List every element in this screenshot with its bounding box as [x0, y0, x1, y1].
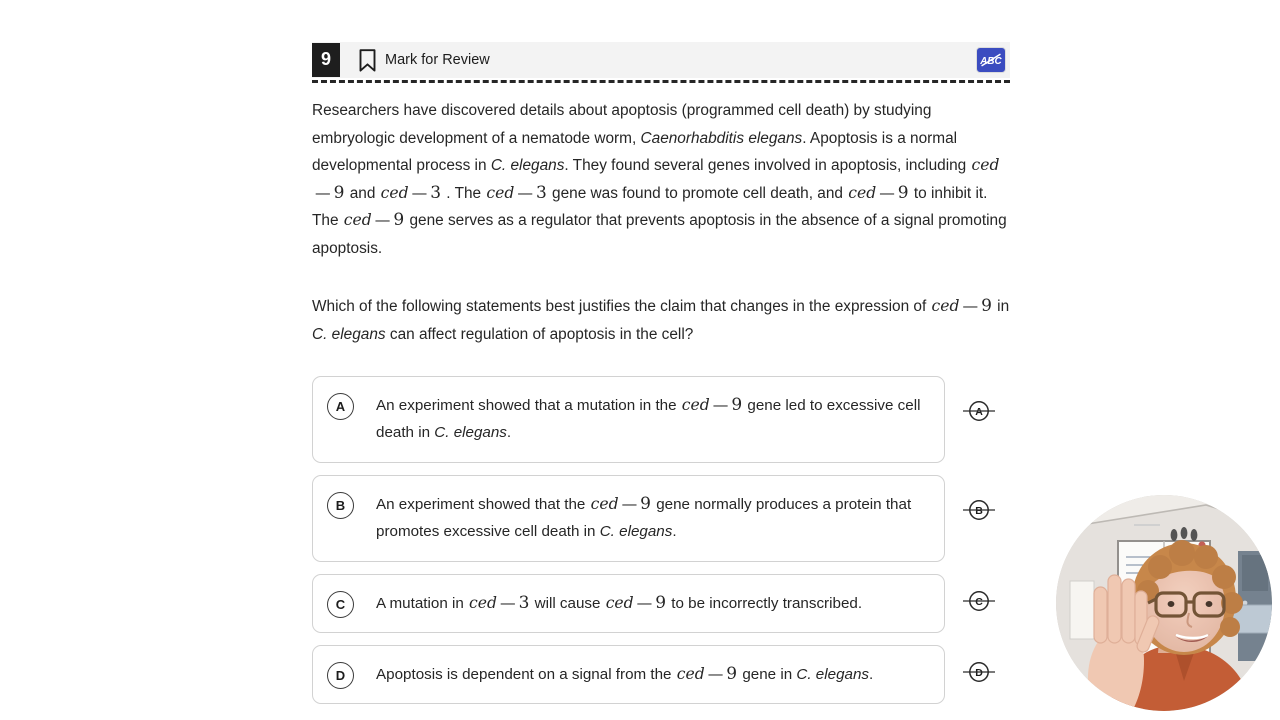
mark-for-review-button[interactable]: [359, 49, 490, 72]
passage-segment: Researchers have discovered details about apoptosis (programmed cell death) by studying embryologic development of a nematode worm,: [312, 102, 932, 147]
choice-text-a: [376, 391, 926, 446]
bookmark-outline-icon: [359, 49, 376, 72]
gene-name: ced: [469, 594, 497, 612]
gene-name: ced: [681, 396, 710, 414]
answer-choice-c[interactable]: [312, 574, 945, 633]
answer-choice-row: [312, 574, 1010, 633]
choice-segment: gene normally produces a protein that promotes excessive cell death in: [376, 496, 912, 540]
answer-choice-a[interactable]: [312, 376, 945, 463]
question-header-bar: [312, 42, 1010, 78]
question-column: [312, 42, 1010, 716]
passage-segment: . Apoptosis is a normal developmental process in: [312, 129, 958, 174]
gene-label-ced3: [380, 184, 442, 202]
cross-out-tool-button[interactable]: [976, 47, 1006, 73]
choice-segment: .: [672, 523, 677, 540]
gene-label: [468, 594, 530, 612]
gene-name: ced: [343, 211, 372, 229]
gene-label-ced9: [343, 211, 405, 229]
gene-dash: —: [707, 665, 724, 683]
choice-segment: An experiment showed that a mutation in the: [376, 397, 681, 414]
crossout-b-button[interactable]: [962, 499, 996, 525]
presenter-video-bubble[interactable]: [1056, 495, 1272, 711]
choice-segment: .: [506, 424, 512, 441]
stem-segment: in: [992, 298, 1010, 315]
species-name: C. elegans: [312, 325, 386, 343]
choice-segment: .: [869, 666, 874, 683]
choice-segment: An experiment showed that the: [376, 496, 590, 513]
gene-name: ced: [590, 495, 619, 513]
gene-name: ced: [931, 297, 960, 315]
species-name: C. elegans: [796, 666, 869, 683]
gene-name: ced: [676, 665, 705, 683]
stem-segment: can affect regulation of apoptosis in the cell?: [385, 325, 694, 343]
choice-text-d: [376, 660, 873, 688]
gene-number: 9: [655, 593, 667, 613]
answer-choice-row: [312, 645, 1010, 704]
crossout-c-button[interactable]: [962, 591, 996, 617]
gene-number: 9: [731, 395, 743, 415]
gene-number: 9: [897, 182, 909, 203]
gene-number: 9: [640, 494, 651, 514]
choice-letter-a: A: [327, 393, 354, 420]
gene-dash: —: [315, 183, 331, 202]
gene-dash: —: [374, 211, 391, 229]
stem-segment: Which of the following statements best justifies the claim that changes in the expression of: [312, 298, 931, 315]
gene-label: [605, 594, 667, 612]
gene-label: [590, 495, 652, 513]
choice-text-c: [376, 589, 862, 617]
passage-segment: and: [345, 184, 380, 202]
answer-choice-row: [312, 376, 1010, 463]
species-name: Caenorhabditis elegans: [640, 129, 803, 147]
choice-segment: Apoptosis is dependent on a signal from the: [376, 666, 676, 683]
choice-segment: A mutation in: [376, 595, 469, 612]
gene-dash: —: [411, 183, 428, 202]
choice-letter-b: B: [327, 492, 354, 519]
question-number-badge: 9: [312, 43, 340, 77]
answer-choice-b[interactable]: [312, 475, 945, 562]
gene-dash: —: [517, 183, 533, 202]
crossout-a-button[interactable]: [962, 400, 996, 426]
gene-dash: —: [962, 297, 979, 315]
choice-segment: will cause: [530, 595, 605, 612]
passage-segment: . The: [442, 184, 486, 202]
gene-number: 9: [333, 182, 345, 203]
gene-dash: —: [621, 495, 638, 513]
gene-name: ced: [971, 156, 1000, 174]
gene-number: 9: [726, 664, 738, 684]
gene-dash: —: [879, 183, 895, 202]
choice-letter-c: C: [327, 591, 354, 618]
gene-label-ced3: [485, 184, 547, 202]
species-name: C. elegans: [434, 424, 507, 441]
gene-name: ced: [605, 594, 634, 612]
gene-dash: —: [712, 396, 729, 414]
svg-text:ABC: ABC: [980, 56, 1002, 68]
answer-choice-d[interactable]: [312, 645, 945, 704]
gene-number: 9: [981, 296, 992, 316]
gene-dash: —: [636, 594, 653, 612]
crossout-d-button[interactable]: [962, 662, 996, 688]
crossout-b-icon: [962, 497, 996, 528]
gene-number: 3: [430, 182, 442, 203]
gene-name: ced: [848, 183, 877, 202]
crossout-d-icon: [962, 659, 996, 690]
gene-label-ced9: [931, 297, 993, 315]
gene-label: [676, 665, 738, 683]
choice-segment: to be incorrectly transcribed.: [667, 595, 863, 612]
passage-segment: to inhibit it. The: [312, 184, 988, 229]
species-name: C. elegans: [490, 157, 565, 174]
gene-name: ced: [380, 183, 409, 202]
species-name: C. elegans: [599, 523, 673, 540]
svg-text:A: A: [975, 405, 983, 418]
passage-segment: . They found several genes involved in apoptosis, including: [564, 157, 971, 174]
crossout-c-icon: [962, 588, 996, 619]
gene-label: [681, 396, 743, 414]
passage-segment: gene serves as a regulator that prevents apoptosis in the absence of a signal promoting apoptosis.: [312, 212, 1007, 257]
answer-choice-row: [312, 475, 1010, 562]
question-stem: [312, 293, 1010, 348]
gene-name: ced: [486, 183, 515, 202]
gene-number: 3: [535, 182, 547, 203]
svg-text:C: C: [975, 596, 983, 608]
passage-segment: gene was found to promote cell death, and: [547, 184, 848, 202]
passage-text: [312, 97, 1010, 262]
choice-letter-d: D: [327, 662, 354, 689]
gene-dash: —: [499, 594, 516, 612]
choice-segment: gene led to excessive cell death in: [376, 397, 921, 441]
gene-number: 3: [518, 593, 530, 613]
crossout-a-icon: [962, 398, 996, 429]
abc-strikethrough-icon: [979, 51, 1003, 69]
svg-text:D: D: [975, 667, 983, 679]
choice-text-b: [376, 490, 926, 545]
mark-for-review-label: Mark for Review: [385, 51, 490, 68]
gene-label-ced9: [847, 184, 909, 202]
header-dashed-divider: [312, 80, 1010, 83]
choice-segment: gene in: [738, 666, 797, 683]
answer-choices-list: [312, 376, 1010, 704]
svg-text:B: B: [975, 504, 983, 517]
gene-number: 9: [393, 210, 405, 230]
